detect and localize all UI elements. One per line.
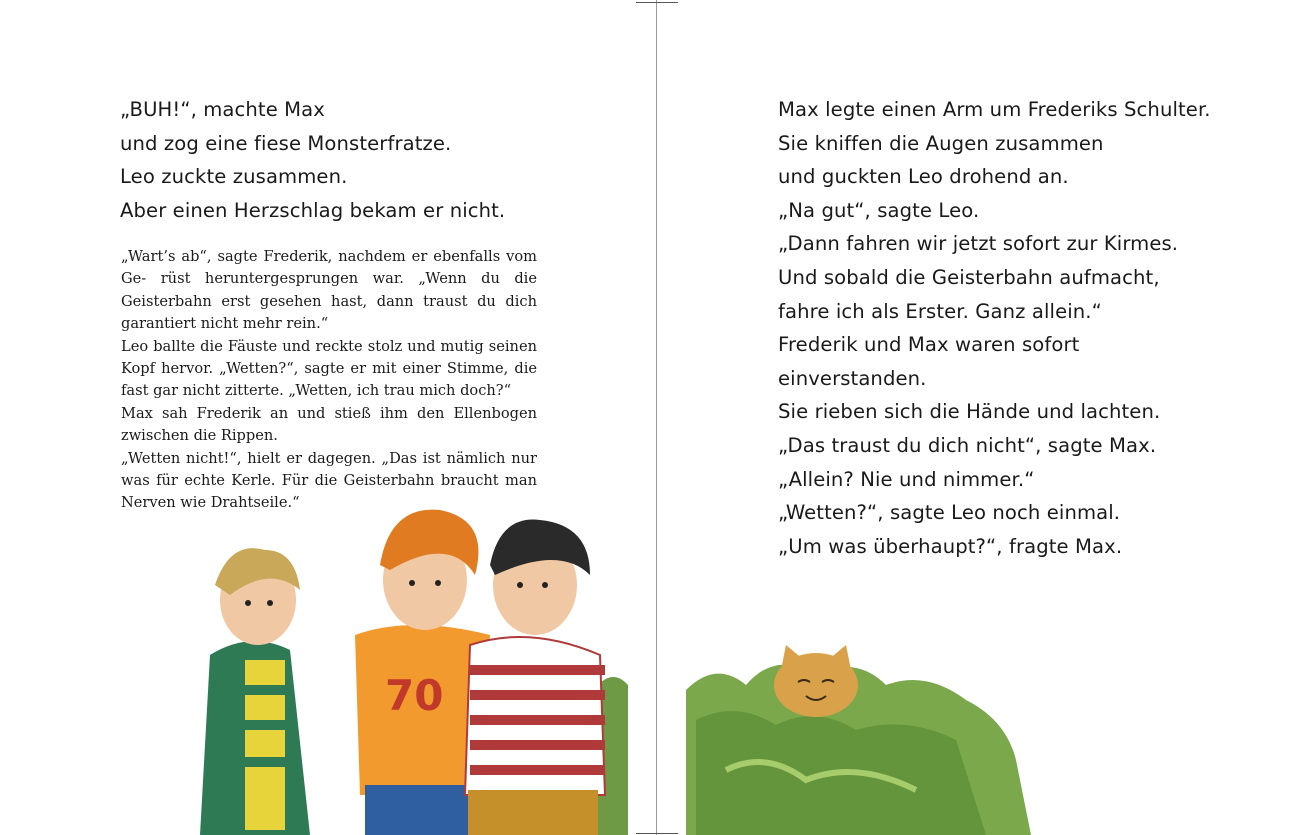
small-paragraph: „Wetten nicht!“, hielt er dagegen. „Das ist nämlich nur was für echte Kerle. Für die Geisterbahn braucht man Nerven wie Drahtseile.“ (121, 449, 537, 512)
left-large-line: und zog eine fiese Monsterfratze. (120, 131, 452, 155)
right-large-line: fahre ich als Erster. Ganz allein.“ (778, 299, 1102, 323)
gutter-line (656, 0, 657, 835)
right-large-line: „Um was überhaupt?“, fragte Max. (778, 534, 1123, 558)
right-large-line: Sie rieben sich die Hände und lachten. (778, 400, 1161, 424)
left-small-text (121, 246, 537, 515)
three-boys-illustration (190, 495, 630, 835)
right-large-line: Frederik und Max waren sofort (778, 333, 1080, 357)
shirt-number: 70 (385, 671, 444, 720)
right-large-text (778, 93, 1211, 563)
right-large-line: „Das traust du dich nicht“, sagte Max. (778, 433, 1157, 457)
small-paragraph: Leo ballte die Fäuste und reckte stolz und mutig seinen Kopf hervor. „Wetten?“, sagte er mit einer Stimme, die fast gar nicht zitterte. „Wetten, ich trau mich doch?“ (121, 337, 537, 400)
boy-leo (200, 548, 310, 835)
small-paragraph: Max sah Frederik an und stieß ihm den Ellenbogen zwischen die Rippen. (121, 404, 537, 445)
bush-cat-illustration (686, 630, 1046, 835)
right-large-line: Sie kniffen die Augen zusammen (778, 131, 1104, 155)
boy-max (465, 520, 605, 835)
right-large-line: „Dann fahren wir jetzt sofort zur Kirmes. (778, 232, 1179, 256)
small-paragraph: „Wart’s ab“, sagte Frederik, nachdem er ebenfalls vom Ge- rüst heruntergesprungen war. „Wenn du die Geisterbahn erst gesehen hast, dann traust du dich garantiert nicht mehr rein.“ (121, 248, 537, 333)
cat (774, 645, 858, 717)
right-large-line: einverstanden. (778, 366, 927, 390)
right-large-line: „Na gut“, sagte Leo. (778, 198, 980, 222)
right-large-line: und guckten Leo drohend an. (778, 165, 1069, 189)
left-large-line: Aber einen Herzschlag bekam er nicht. (120, 198, 506, 222)
left-large-text (120, 93, 505, 227)
crop-mark-top (636, 2, 678, 3)
right-large-line: Und sobald die Geisterbahn aufmacht, (778, 265, 1160, 289)
right-large-line: Max legte einen Arm um Frederiks Schulter. (778, 98, 1211, 121)
right-large-line: „Wetten?“, sagte Leo noch einmal. (778, 501, 1121, 525)
right-large-line: „Allein? Nie und nimmer.“ (778, 467, 1035, 491)
crop-mark-bottom (636, 833, 678, 834)
left-large-line: Leo zuckte zusammen. (120, 165, 348, 189)
left-large-line: „BUH!“, machte Max (120, 98, 325, 121)
